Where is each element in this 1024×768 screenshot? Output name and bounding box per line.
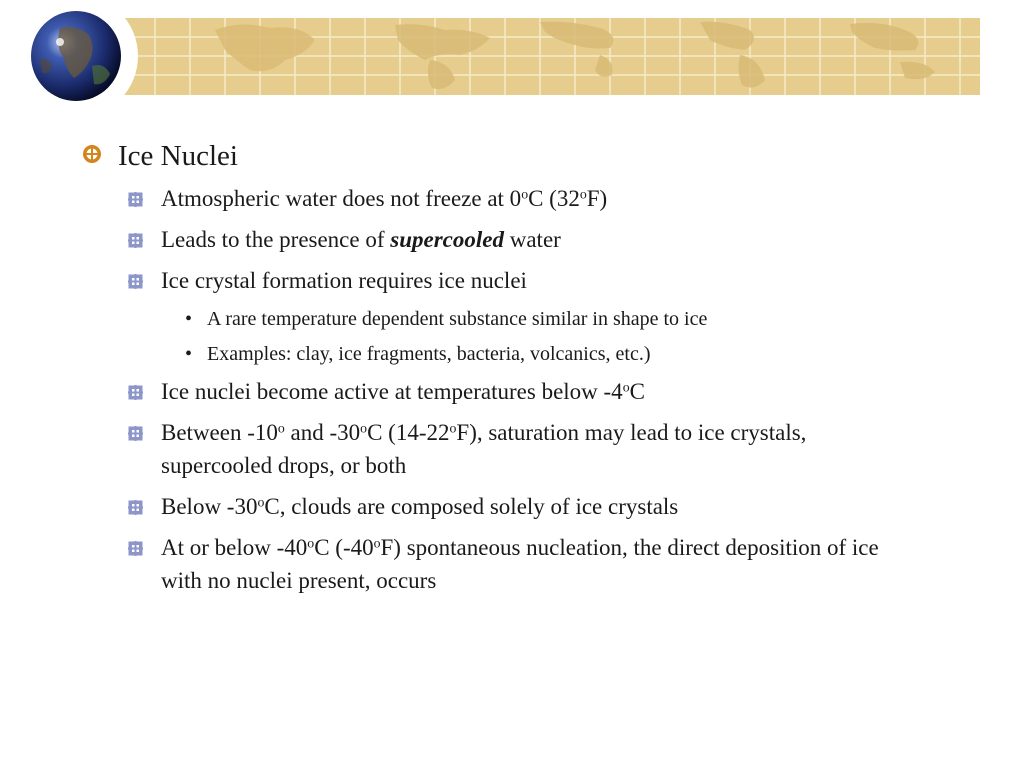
bullet-text: Leads to the presence of supercooled water bbox=[161, 227, 561, 252]
bullet-text: At or below -40$^o$C (-40$^o$F) spontaneous nucleation, the direct deposition of ice with no nuclei present, occurs bbox=[161, 535, 879, 593]
slide-title: Ice Nuclei bbox=[118, 140, 238, 172]
bullet-item bbox=[128, 182, 942, 215]
bullet-item bbox=[128, 375, 942, 408]
square-bullet-icon bbox=[128, 385, 143, 400]
sub-bullet-item bbox=[185, 340, 942, 368]
sub-bullet-text: Examples: clay, ice fragments, bacteria, volcanics, etc.) bbox=[207, 343, 651, 365]
sub-bullet-text: A rare temperature dependent substance similar in shape to ice bbox=[207, 308, 708, 330]
square-bullet-icon bbox=[128, 233, 143, 248]
compass-bullet-icon bbox=[82, 144, 102, 164]
bullet-item bbox=[128, 416, 942, 482]
square-bullet-icon bbox=[128, 192, 143, 207]
dot-bullet-icon: • bbox=[185, 343, 193, 365]
slide-content bbox=[82, 138, 942, 605]
bullet-item bbox=[128, 264, 942, 297]
bullet-item bbox=[128, 223, 942, 256]
emphasis-text: supercooled bbox=[390, 227, 504, 252]
square-bullet-icon bbox=[128, 274, 143, 289]
slide-title-row bbox=[82, 138, 942, 174]
sub-bullet-item bbox=[185, 305, 942, 333]
bullet-text: Atmospheric water does not freeze at 0$^o$C (32$^o$F) bbox=[161, 186, 608, 211]
globe-icon bbox=[31, 11, 121, 101]
header-banner bbox=[0, 0, 1024, 110]
bullet-text: Ice crystal formation requires ice nuclei bbox=[161, 268, 527, 293]
square-bullet-icon bbox=[128, 500, 143, 515]
square-bullet-icon bbox=[128, 541, 143, 556]
dot-bullet-icon: • bbox=[185, 308, 193, 330]
bullet-text: Between -10$^o$ and -30$^o$C (14-22$^o$F), saturation may lead to ice crystals, supercooled drops, or both bbox=[161, 420, 807, 478]
bullet-item bbox=[128, 490, 942, 523]
bullet-item bbox=[128, 531, 942, 597]
square-bullet-icon bbox=[128, 426, 143, 441]
bullet-text: Ice nuclei become active at temperatures below -4$^o$C bbox=[161, 379, 645, 404]
bullet-text: Below -30$^o$C, clouds are composed solely of ice crystals bbox=[161, 494, 679, 519]
world-map-banner bbox=[0, 0, 1024, 110]
